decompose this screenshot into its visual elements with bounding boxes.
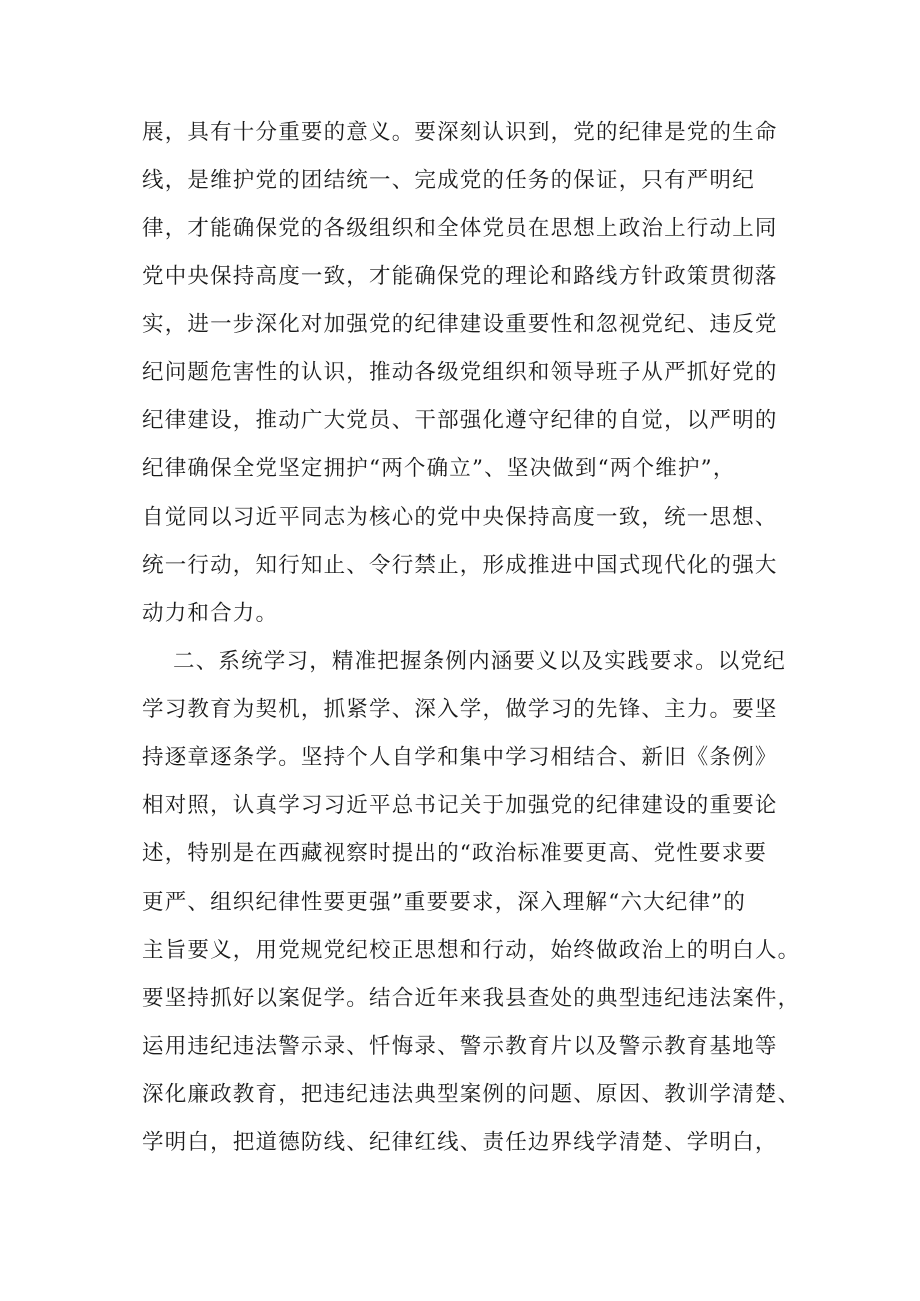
text-line: 学明白，把道德防线、纪律红线、责任边界线学清楚、学明白， [142, 1130, 778, 1155]
section-heading-line: 二、系统学习，精准把握条例内涵要义以及实践要求。以党纪 [173, 649, 786, 674]
text-line: 持逐章逐条学。坚持个人自学和集中学习相结合、新旧《条例》 [142, 745, 778, 770]
text-line: 展，具有十分重要的意义。要深刻认识到，党的纪律是党的生命 [142, 120, 778, 145]
text-line: 深化廉政教育，把违纪违法典型案例的问题、原因、教训学清楚、 [142, 1082, 801, 1107]
text-line: 统一行动，知行知止、令行禁止，形成推进中国式现代化的强大 [142, 553, 778, 578]
text-line: 学习教育为契机，抓紧学、深入学，做学习的先锋、主力。要坚 [142, 697, 778, 722]
text-line: 主旨要义，用党规党纪校正思想和行动，始终做政治上的明白人。 [142, 938, 801, 963]
text-line: 党中央保持高度一致，才能确保党的理论和路线方针政策贯彻落 [142, 264, 778, 289]
text-line: 律，才能确保党的各级组织和全体党员在思想上政治上行动上同 [142, 216, 778, 241]
text-line: 相对照，认真学习习近平总书记关于加强党的纪律建设的重要论 [142, 793, 778, 818]
text-line: 动力和合力。 [142, 601, 279, 626]
text-line: 自觉同以习近平同志为核心的党中央保持高度一致，统一思想、 [142, 505, 778, 530]
text-line: 运用违纪违法警示录、忏悔录、警示教育片以及警示教育基地等 [142, 1034, 778, 1059]
text-line: 要坚持抓好以案促学。结合近年来我县查处的典型违纪违法案件， [142, 986, 801, 1011]
text-line: 实，进一步深化对加强党的纪律建设重要性和忽视党纪、违反党 [142, 312, 778, 337]
text-line: 纪律确保全党坚定拥护“两个确立”、坚决做到“两个维护”， [142, 456, 736, 481]
text-line: 纪律建设，推动广大党员、干部强化遵守纪律的自觉，以严明的 [142, 408, 778, 433]
text-line: 述，特别是在西藏视察时提出的“政治标准要更高、党性要求要 [142, 841, 768, 866]
text-line: 纪问题危害性的认识，推动各级党组织和领导班子从严抓好党的 [142, 360, 778, 385]
text-line: 线，是维护党的团结统一、完成党的任务的保证，只有严明纪 [142, 168, 755, 193]
text-line: 更严、组织纪律性要更强”重要要求，深入理解“六大纪律”的 [142, 890, 747, 915]
